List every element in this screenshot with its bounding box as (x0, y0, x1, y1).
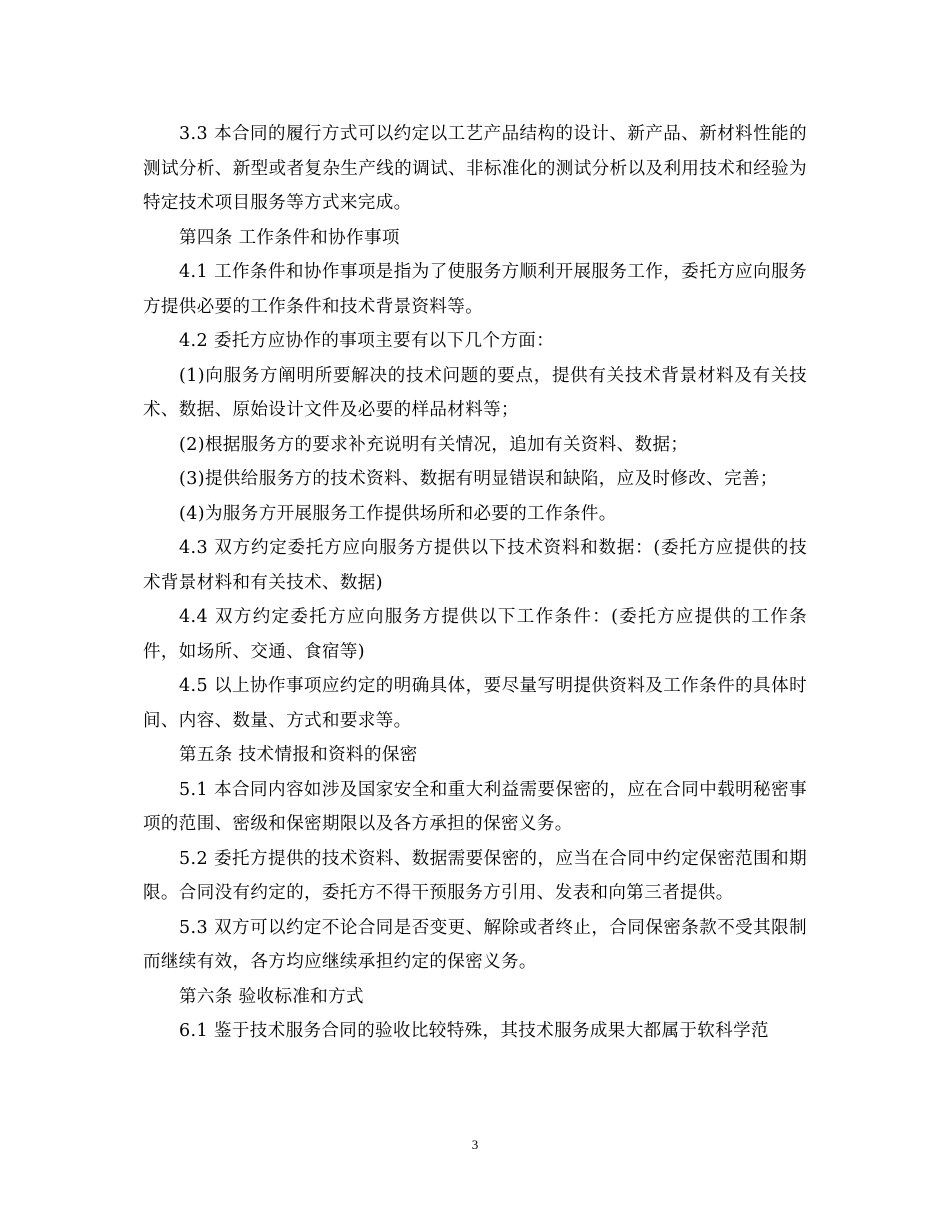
clause-4-2-item-2: (2)根据服务方的要求补充说明有关情况，追加有关资料、数据； (179, 434, 689, 455)
clause-5-3: 5.3 双方可以约定不论合同是否变更、解除或者终止，合同保密条款不受其限制而继续有效，各方均应继续承担约定的保密义务。 (143, 917, 807, 972)
clause-4-1: 4.1 工作条件和协作事项是指为了使服务方顺利开展服务工作，委托方应向服务方提供必要的工作条件和技术背景资料等。 (143, 262, 807, 317)
clause-4-3: 4.3 双方约定委托方应向服务方提供以下技术资料和数据：(委托方应提供的技术背景材料和有关技术、数据) (143, 538, 807, 593)
clause-4-2-item-1: (1)向服务方阐明所要解决的技术问题的要点，提供有关技术背景材料及有关技术、数据、原始设计文件及必要的样品材料等； (143, 365, 807, 420)
clause-4-2-item-3: (3)提供给服务方的技术资料、数据有明显错误和缺陷，应及时修改、完善； (179, 469, 778, 489)
clause-6-1: 6.1 鉴于技术服务合同的验收比较特殊，其技术服务成果大都属于软科学范 (179, 1021, 769, 1041)
document-body (143, 117, 807, 1049)
clause-4-4: 4.4 双方约定委托方应向服务方提供以下工作条件：(委托方应提供的工作条件，如场所、交通、食宿等) (143, 607, 807, 662)
clause-4-5: 4.5 以上协作事项应约定的明确具体，要尽量写明提供资料及工作条件的具体时间、内容、数量、方式和要求等。 (143, 676, 807, 731)
page-number: 3 (471, 1137, 479, 1152)
clause-4-2: 4.2 委托方应协作的事项主要有以下几个方面： (179, 331, 555, 351)
clause-4-2-item-4: (4)为服务方开展服务工作提供场所和必要的工作条件。 (179, 503, 617, 524)
article-5-heading: 第五条 技术情报和资料的保密 (179, 745, 418, 765)
article-6-heading: 第六条 验收标准和方式 (179, 986, 364, 1007)
clause-5-2: 5.2 委托方提供的技术资料、数据需要保密的，应当在合同中约定保密范围和期限。合同没有约定的，委托方不得干预服务方引用、发表和向第三者提供。 (143, 848, 807, 903)
article-4-heading: 第四条 工作条件和协作事项 (179, 227, 400, 248)
clause-3-3: 3.3 本合同的履行方式可以约定以工艺产品结构的设计、新产品、新材料性能的测试分析、新型或者复杂生产线的调试、非标准化的测试分析以及利用技术和经验为特定技术项目服务等方式来完成。 (143, 124, 807, 213)
clause-5-1: 5.1 本合同内容如涉及国家安全和重大利益需要保密的，应在合同中载明秘密事项的范围、密级和保密期限以及各方承担的保密义务。 (143, 779, 807, 834)
